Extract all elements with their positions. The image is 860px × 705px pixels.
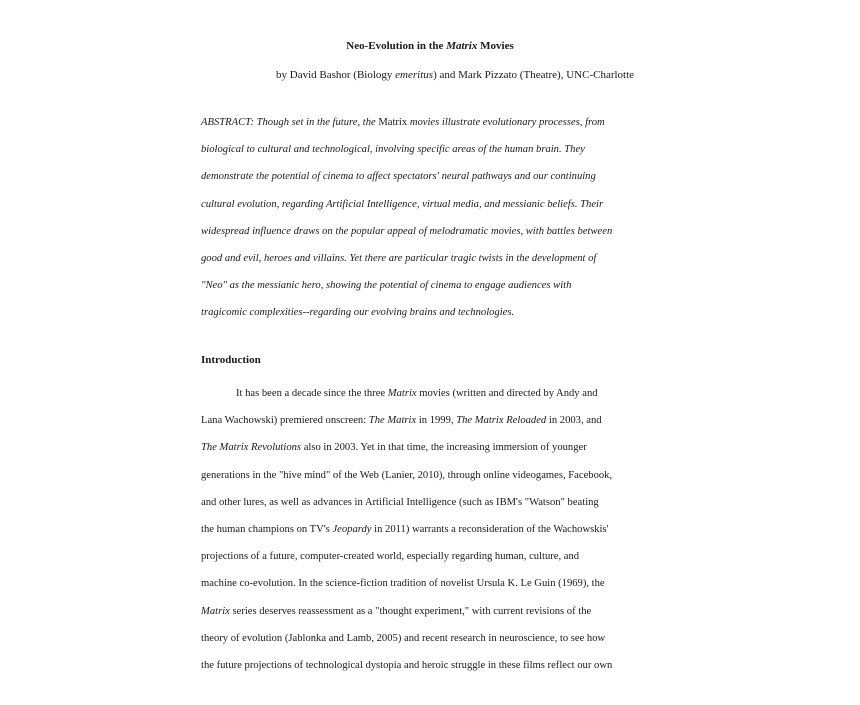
abstract-line bbox=[201, 109, 671, 136]
abstract-roman: Matrix bbox=[378, 117, 408, 128]
abstract-line: widespread influence draws on the popular appeal of melodramatic movies, with battles between bbox=[201, 225, 613, 237]
body-text: also in 2003. Yet in that time, the increasing immersion of younger bbox=[301, 442, 587, 454]
body-italic: The Matrix bbox=[368, 415, 417, 427]
body-italic: Matrix bbox=[387, 388, 417, 399]
title-italic: Matrix bbox=[446, 40, 478, 52]
body-line: the future projections of technological dystopia and heroic struggle in these films reflect our own bbox=[201, 659, 613, 671]
introduction-body bbox=[201, 380, 671, 679]
section-heading: Introduction bbox=[201, 354, 261, 366]
body-line: and other lures, as well as advances in Artificial Intelligence (such as IBM's "Watson" beating bbox=[201, 496, 599, 508]
byline-text-1: by David Bashor (Biology bbox=[276, 69, 396, 81]
title-text-2: Movies bbox=[477, 40, 514, 52]
paper-title bbox=[0, 39, 860, 53]
body-line bbox=[201, 516, 671, 543]
body-line: machine co-evolution. In the science-fiction tradition of novelist Ursula K. Le Guin (1969), the bbox=[201, 578, 605, 590]
body-text: Lana Wachowski) premiered onscreen: bbox=[201, 415, 369, 427]
body-text: in 2011) warrants a reconsideration of the Wachowskis' bbox=[371, 523, 609, 535]
abstract-text: ABSTRACT: Though set in the future, the bbox=[201, 117, 379, 128]
title-text-1: Neo-Evolution in the bbox=[346, 40, 447, 52]
body-line bbox=[201, 434, 671, 461]
author-byline bbox=[276, 68, 634, 82]
body-line bbox=[201, 407, 671, 434]
body-line: generations in the "hive mind" of the Web (Lanier, 2010), through online videogames, Facebook, bbox=[201, 469, 613, 481]
abstract-line: biological to cultural and technological, involving specific areas of the human brain. They bbox=[201, 144, 585, 156]
body-text: the human champions on TV's bbox=[201, 523, 333, 535]
body-italic: Matrix bbox=[201, 605, 230, 617]
body-italic: The Matrix Reloaded bbox=[456, 415, 547, 427]
body-text: in 1999, bbox=[416, 415, 457, 427]
abstract-line: good and evil, heroes and villains. Yet there are particular tragic twists in the development of bbox=[201, 252, 597, 264]
abstract-line: demonstrate the potential of cinema to affect spectators' neural pathways and our continuing bbox=[201, 171, 596, 183]
body-text: It has been a decade since the three bbox=[236, 388, 388, 399]
byline-italic: emeritus bbox=[395, 69, 434, 81]
body-text: series deserves reassessment as a "thought experiment," with current revisions of the bbox=[229, 605, 592, 617]
body-italic: Jeopardy bbox=[332, 523, 372, 535]
body-italic: The Matrix Revolutions bbox=[201, 442, 302, 454]
body-line bbox=[201, 380, 671, 407]
abstract bbox=[201, 109, 671, 327]
body-line: theory of evolution (Jablonka and Lamb, 2005) and recent research in neuroscience, to see how bbox=[201, 632, 606, 644]
body-text: in 2003, and bbox=[546, 415, 602, 427]
byline-text-2: ) and Mark Pizzato (Theatre), UNC-Charlotte bbox=[433, 69, 635, 81]
abstract-line: "Neo" as the messianic hero, showing the potential of cinema to engage audiences with bbox=[201, 280, 572, 292]
abstract-line: cultural evolution, regarding Artificial Intelligence, virtual media, and messianic beliefs. Their bbox=[201, 198, 604, 210]
abstract-line: tragicomic complexities--regarding our evolving brains and technologies. bbox=[201, 307, 515, 319]
abstract-text: movies illustrate evolutionary processes, from bbox=[407, 117, 605, 128]
body-text: movies (written and directed by Andy and bbox=[416, 388, 598, 399]
body-line bbox=[201, 598, 671, 625]
body-line: projections of a future, computer-created world, especially regarding human, culture, and bbox=[201, 551, 580, 563]
